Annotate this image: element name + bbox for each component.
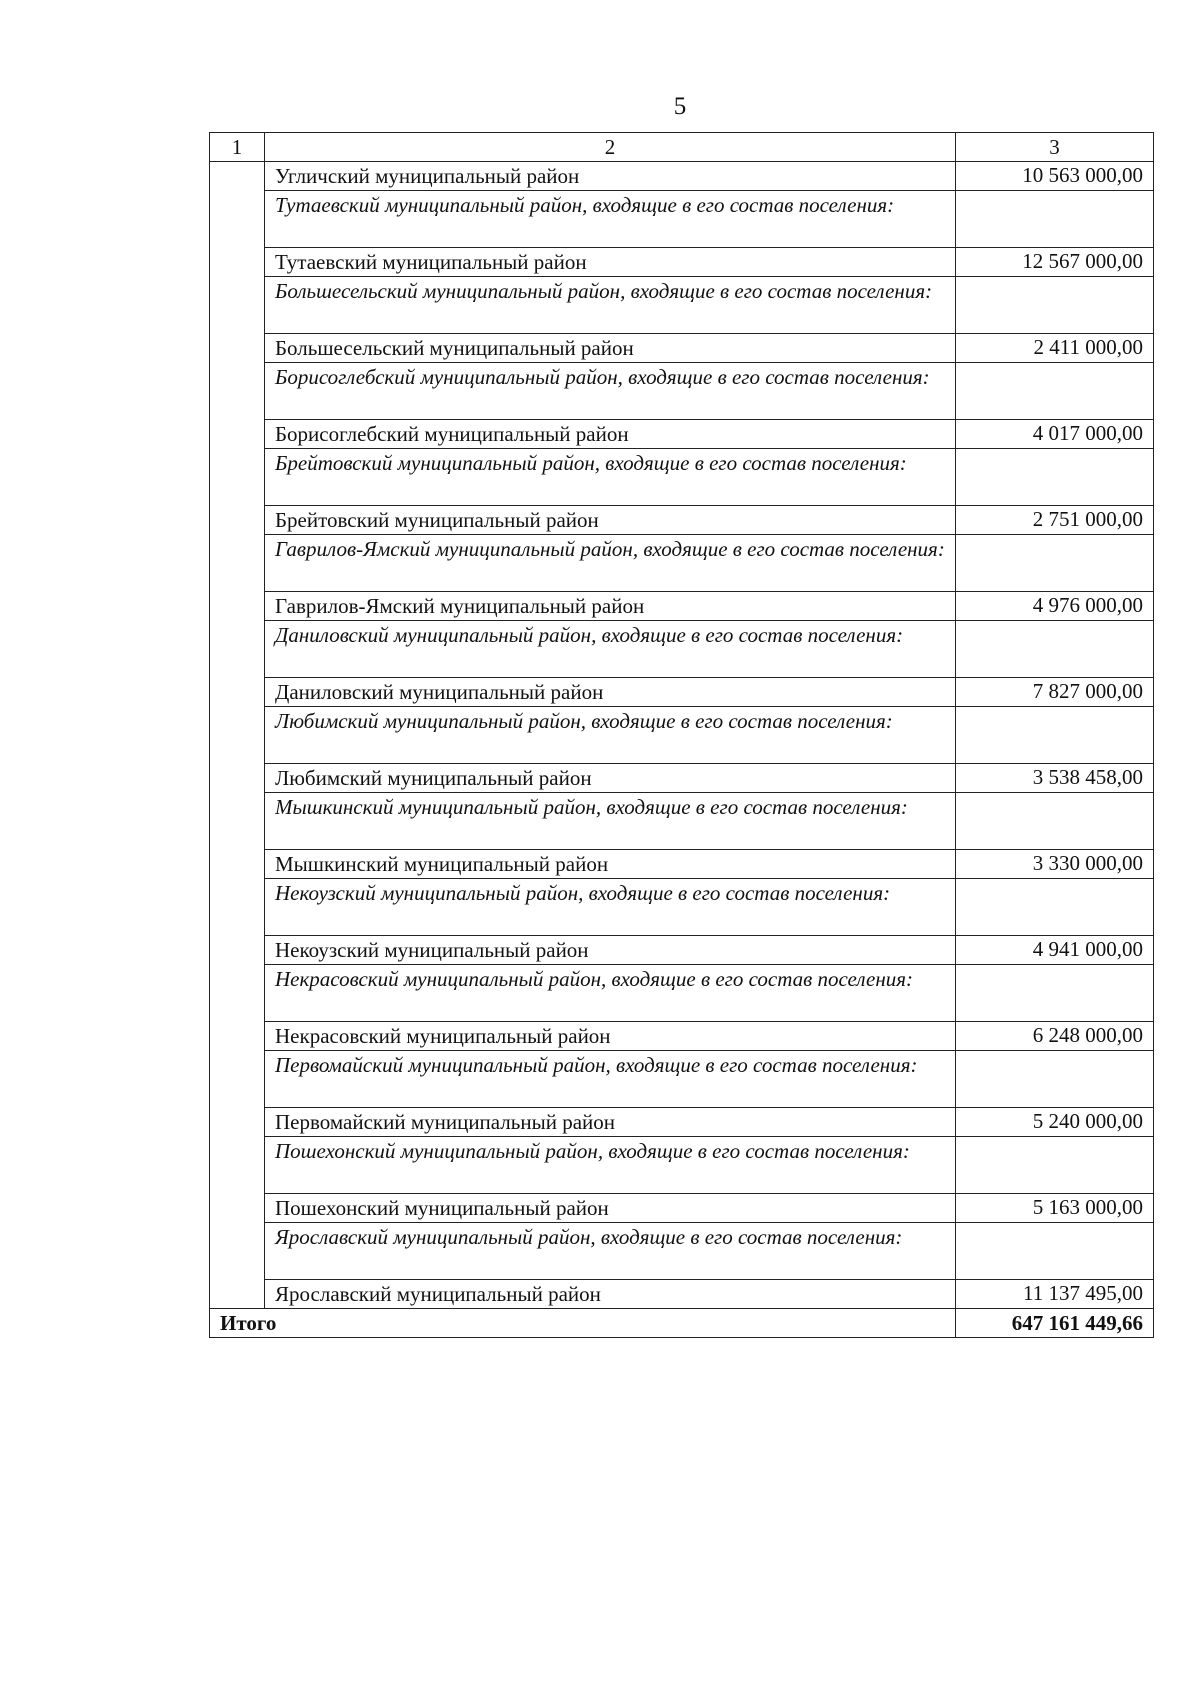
amount-cell: 3 330 000,00 (956, 850, 1154, 879)
district-row (210, 506, 1154, 535)
district-name: Первомайский муниципальный район (265, 1108, 956, 1137)
group-header-row (210, 707, 1154, 764)
district-name: Гаврилов-Ямский муниципальный район (265, 592, 956, 621)
total-row (210, 1309, 1154, 1338)
amount-cell: 5 240 000,00 (956, 1108, 1154, 1137)
amount-cell (956, 1223, 1154, 1280)
group-header-row (210, 277, 1154, 334)
amount-cell: 4 976 000,00 (956, 592, 1154, 621)
first-column-cell (210, 162, 265, 1309)
amount-cell (956, 707, 1154, 764)
amount-cell: 11 137 495,00 (956, 1280, 1154, 1309)
group-header-row (210, 621, 1154, 678)
amount-cell (956, 449, 1154, 506)
group-header-name: Большесельский муниципальный район, входящие в его состав поселения: (265, 277, 956, 334)
amount-cell (956, 879, 1154, 936)
district-name: Тутаевский муниципальный район (265, 248, 956, 277)
amount-cell (956, 965, 1154, 1022)
table-body (210, 162, 1154, 1338)
group-header-row (210, 1051, 1154, 1108)
district-row (210, 936, 1154, 965)
group-header-row (210, 879, 1154, 936)
district-name: Некоузский муниципальный район (265, 936, 956, 965)
amount-cell (956, 793, 1154, 850)
group-header-row (210, 965, 1154, 1022)
district-name: Мышкинский муниципальный район (265, 850, 956, 879)
total-amount: 647 161 449,66 (956, 1309, 1154, 1338)
group-header-name: Даниловский муниципальный район, входящие в его состав поселения: (265, 621, 956, 678)
district-row (210, 678, 1154, 707)
district-name: Даниловский муниципальный район (265, 678, 956, 707)
district-row (210, 592, 1154, 621)
group-header-name: Брейтовский муниципальный район, входящие в его состав поселения: (265, 449, 956, 506)
district-name: Любимский муниципальный район (265, 764, 956, 793)
district-row (210, 1194, 1154, 1223)
amount-cell: 2 411 000,00 (956, 334, 1154, 363)
district-row (210, 162, 1154, 191)
total-label: Итого (210, 1309, 956, 1338)
amount-cell (956, 277, 1154, 334)
group-header-name: Первомайский муниципальный район, входящие в его состав поселения: (265, 1051, 956, 1108)
district-row (210, 248, 1154, 277)
group-header-row (210, 793, 1154, 850)
district-row (210, 1022, 1154, 1051)
district-row (210, 764, 1154, 793)
amount-cell: 7 827 000,00 (956, 678, 1154, 707)
amount-cell (956, 535, 1154, 592)
group-header-name: Гаврилов-Ямский муниципальный район, входящие в его состав поселения: (265, 535, 956, 592)
district-name: Некрасовский муниципальный район (265, 1022, 956, 1051)
table-header (210, 133, 1154, 162)
group-header-row (210, 449, 1154, 506)
district-row (210, 1280, 1154, 1309)
district-name: Большесельский муниципальный район (265, 334, 956, 363)
group-header-name: Мышкинский муниципальный район, входящие в его состав поселения: (265, 793, 956, 850)
column-header-1: 1 (210, 133, 265, 162)
column-header-3: 3 (956, 133, 1154, 162)
group-header-row (210, 1223, 1154, 1280)
amount-cell: 4 017 000,00 (956, 420, 1154, 449)
district-row (210, 334, 1154, 363)
district-row (210, 420, 1154, 449)
district-name: Брейтовский муниципальный район (265, 506, 956, 535)
group-header-name: Пошехонский муниципальный район, входящие в его состав поселения: (265, 1137, 956, 1194)
amount-cell: 2 751 000,00 (956, 506, 1154, 535)
group-header-row (210, 535, 1154, 592)
amount-cell: 6 248 000,00 (956, 1022, 1154, 1051)
group-header-name: Тутаевский муниципальный район, входящие в его состав поселения: (265, 191, 956, 248)
amount-cell (956, 621, 1154, 678)
group-header-name: Ярославский муниципальный район, входящие в его состав поселения: (265, 1223, 956, 1280)
amount-cell (956, 363, 1154, 420)
amount-cell: 5 163 000,00 (956, 1194, 1154, 1223)
amount-cell (956, 1137, 1154, 1194)
group-header-row (210, 191, 1154, 248)
amount-cell: 4 941 000,00 (956, 936, 1154, 965)
column-header-2: 2 (265, 133, 956, 162)
amount-cell: 12 567 000,00 (956, 248, 1154, 277)
amount-cell (956, 191, 1154, 248)
group-header-row (210, 363, 1154, 420)
district-name: Пошехонский муниципальный район (265, 1194, 956, 1223)
group-header-name: Некоузский муниципальный район, входящие в его состав поселения: (265, 879, 956, 936)
group-header-row (210, 1137, 1154, 1194)
group-header-name: Некрасовский муниципальный район, входящие в его состав поселения: (265, 965, 956, 1022)
group-header-name: Борисоглебский муниципальный район, входящие в его состав поселения: (265, 363, 956, 420)
group-header-name: Любимский муниципальный район, входящие в его состав поселения: (265, 707, 956, 764)
amount-cell (956, 1051, 1154, 1108)
column-number-row (210, 133, 1154, 162)
district-name: Борисоглебский муниципальный район (265, 420, 956, 449)
budget-allocation-table (209, 132, 1154, 1338)
district-row (210, 850, 1154, 879)
amount-cell: 10 563 000,00 (956, 162, 1154, 191)
page-number: 5 (673, 93, 687, 120)
district-name: Угличский муниципальный район (265, 162, 956, 191)
district-name: Ярославский муниципальный район (265, 1280, 956, 1309)
amount-cell: 3 538 458,00 (956, 764, 1154, 793)
district-row (210, 1108, 1154, 1137)
